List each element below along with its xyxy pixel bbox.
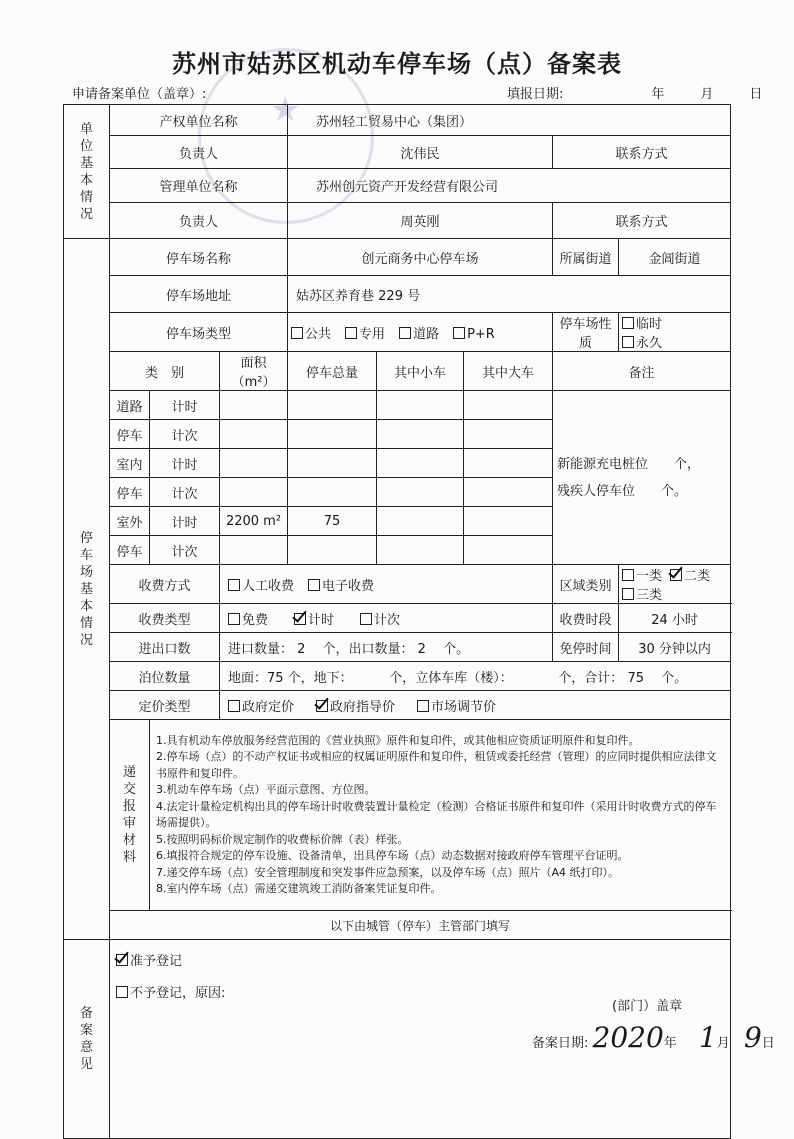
free-time-label: 免停时间 [553, 633, 619, 662]
fee-type-options: 免费 计时 计次 [220, 604, 553, 633]
col-area: 面积（m²） [220, 352, 288, 391]
owner-contact-label: 联系方式 [553, 136, 731, 169]
lot-type-options: 公共 专用 道路 P+R [288, 313, 553, 352]
cat-road-b: 停车 [110, 420, 150, 449]
free-time-value: 30 分钟以内 [619, 633, 731, 662]
fee-count-checkbox[interactable] [360, 613, 372, 625]
fee-timed-checkbox[interactable] [294, 613, 306, 625]
road-timed: 计时 [150, 391, 220, 420]
in-count: 计次 [150, 478, 220, 507]
fee-method-label: 收费方式 [110, 565, 220, 604]
type-road-checkbox[interactable] [399, 327, 411, 339]
pricing-gov-checkbox[interactable] [228, 700, 240, 712]
lot-type-label: 停车场类型 [110, 313, 288, 352]
authority-header: 以下由城管（停车）主管部门填写 [110, 911, 731, 940]
fee-method-options: 人工收费 电子收费 [220, 565, 553, 604]
seal-star-icon: ★ [270, 90, 301, 130]
lot-name-label: 停车场名称 [110, 239, 288, 276]
lot-addr-label: 停车场地址 [110, 276, 288, 313]
cat-in-b: 停车 [110, 478, 150, 507]
cat-road-a: 道路 [110, 391, 150, 420]
owner-label: 产权单位名称 [110, 105, 288, 136]
out-count: 计次 [150, 536, 220, 565]
pricing-options: 政府定价 政府指导价 市场调节价 [220, 691, 731, 720]
handwritten-year: 2020 [592, 1021, 664, 1054]
materials-list: 1.具有机动车停放服务经营范围的《营业执照》原件和复印件，或其他相应资质证明原件和复印件。 2.停车场（点）的不动产权证书或相应的权属证明原件和复印件，租赁或委托经营（管理）的应同时提供相应法律文 书原件和复印件。 3.机动车停车场（点）平面示意图、方位图。 4.法定计量检定机构出具的停车场计时收费装置计量检定（检测）合格证书原件和复印件（采用计时收费方式的停车 场需提供）。 5.按照明码标价规定制作的收费标价牌（表）样张。 6.填报符合规定的停车设施、设备清单，出具停车场（点）动态数据对接政府停车管理平台证明。 7.递交停车场（点）安全管理制度和突发事件应急预案，以及停车场（点）照片（A4 纸打印）。 8.室内停车场（点）需递交建筑竣工消防备案凭证复印件。 [150, 720, 731, 911]
zone-1-checkbox[interactable] [622, 569, 634, 581]
approve-checkbox[interactable] [116, 954, 128, 966]
zone-2-checkbox[interactable] [670, 569, 682, 581]
fee-manual-checkbox[interactable] [228, 579, 240, 591]
fee-period-label: 收费时段 [553, 604, 619, 633]
pricing-guide-checkbox[interactable] [316, 700, 328, 712]
col-large: 其中大车 [464, 352, 553, 391]
section-opinion: 备 案 意 见 [64, 940, 110, 1139]
section-materials: 递 交 报 审 材 料 [110, 720, 150, 911]
owner-person-label: 负责人 [110, 136, 288, 169]
pricing-label: 定价类型 [110, 691, 220, 720]
handwritten-day: 9 [743, 1021, 762, 1054]
note-cell: 新能源充电桩位 个， 残疾人停车位 个。 [553, 391, 731, 565]
entry-value: 进口数量： 2 个，出口数量： 2 个。 [220, 633, 553, 662]
cat-out-a: 室外 [110, 507, 150, 536]
reject-label: 不予登记，原因: [130, 986, 226, 1001]
type-private-checkbox[interactable] [345, 327, 357, 339]
lot-street-value: 金阊街道 [619, 239, 731, 276]
berth-value: 地面：75 个，地下： 个，立体车库（楼）： 个，合计： 75 个。 [220, 662, 731, 691]
type-public-checkbox[interactable] [291, 327, 303, 339]
road-count: 计次 [150, 420, 220, 449]
berth-label: 泊位数量 [110, 662, 220, 691]
nature-temp-checkbox[interactable] [622, 317, 634, 329]
mgr-person-value: 周英刚 [288, 203, 553, 239]
entry-label: 进出口数 [110, 633, 220, 662]
fee-electronic-checkbox[interactable] [308, 579, 320, 591]
mgr-contact-label: 联系方式 [553, 203, 731, 239]
lot-nature-options: 临时永久 [619, 313, 731, 352]
owner-person-value: 沈伟民 [288, 136, 553, 169]
outdoor-area: 2200 m² [220, 507, 288, 536]
col-small: 其中小车 [377, 352, 464, 391]
fill-date: 填报日期: 年 月 日 [507, 87, 763, 102]
applicant-label: 申请备案单位（盖章）: [72, 87, 207, 102]
out-timed: 计时 [150, 507, 220, 536]
pricing-market-checkbox[interactable] [417, 700, 429, 712]
in-timed: 计时 [150, 449, 220, 478]
col-category: 类 别 [110, 352, 220, 391]
lot-addr-value: 姑苏区养育巷 229 号 [288, 276, 731, 313]
dept-seal-label: (部门）盖章 [612, 999, 683, 1014]
record-date: 备案日期: 2020年 1月 9日 [532, 1021, 775, 1054]
mgr-value: 苏州创元资产开发经营有限公司 [288, 169, 731, 203]
record-form [63, 104, 731, 1139]
lot-street-label: 所属街道 [553, 239, 619, 276]
outdoor-total: 75 [288, 507, 377, 536]
zone-label: 区域类别 [553, 565, 619, 604]
col-total: 停车总量 [288, 352, 377, 391]
reject-checkbox[interactable] [116, 986, 128, 998]
mgr-label: 管理单位名称 [110, 169, 288, 203]
fee-period-value: 24 小时 [619, 604, 731, 633]
approve-label: 准予登记 [130, 954, 183, 969]
zone-options: 一类 二类三类 [619, 565, 731, 604]
fee-type-label: 收费类型 [110, 604, 220, 633]
handwritten-month: 1 [698, 1021, 717, 1054]
section-lot: 停 车 场 基 本 情 况 [64, 239, 110, 940]
zone-3-checkbox[interactable] [622, 588, 634, 600]
type-pr-checkbox[interactable] [453, 327, 465, 339]
owner-value: 苏州轻工贸易中心（集团） [288, 105, 731, 136]
page-title: 苏州市姑苏区机动车停车场（点）备案表 [172, 50, 622, 78]
col-note: 备注 [553, 352, 731, 391]
nature-perm-checkbox[interactable] [622, 336, 634, 348]
mgr-person-label: 负责人 [110, 203, 288, 239]
fee-free-checkbox[interactable] [228, 613, 240, 625]
lot-nature-label: 停车场性质 [553, 313, 619, 352]
section-unit: 单 位 基 本 情 况 [64, 105, 110, 239]
cat-out-b: 停车 [110, 536, 150, 565]
cat-in-a: 室内 [110, 449, 150, 478]
lot-name-value: 创元商务中心停车场 [288, 239, 553, 276]
